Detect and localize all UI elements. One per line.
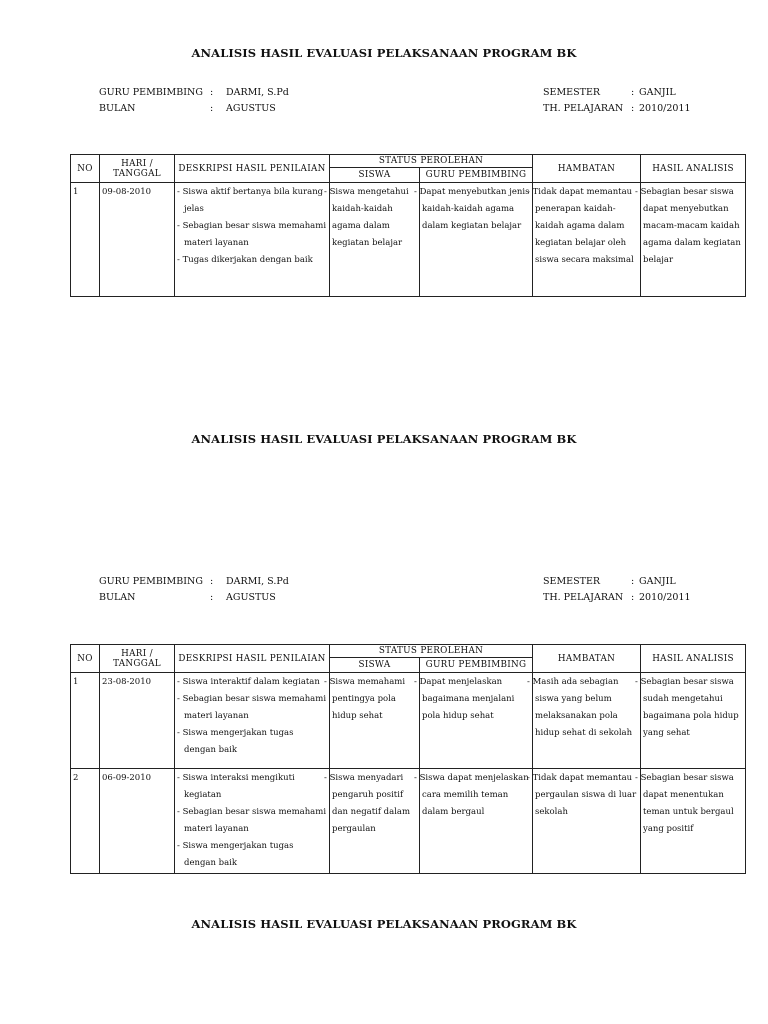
col-hambatan: HAMBATAN bbox=[533, 155, 641, 183]
col-hambatan: HAMBATAN bbox=[533, 645, 641, 673]
col-hari: HARI / TANGGAL bbox=[100, 645, 175, 673]
table-row bbox=[71, 769, 746, 874]
col-hasil: HASIL ANALISIS bbox=[641, 155, 746, 183]
guru-label: GURU PEMBIMBING bbox=[99, 87, 203, 98]
list-item: - Siswa mengerjakan tugas dengan baik bbox=[177, 728, 294, 755]
row-guru: - Siswa dapat menjelaskan cara memilih teman dalam bergaul bbox=[420, 769, 533, 874]
separator: : bbox=[631, 103, 635, 114]
col-hasil: HASIL ANALISIS bbox=[641, 645, 746, 673]
bulan-label: BULAN bbox=[99, 103, 136, 114]
guru-label: GURU PEMBIMBING bbox=[99, 576, 203, 587]
row-date: 23-08-2010 bbox=[100, 673, 175, 769]
tp-value: 2010/2011 bbox=[639, 103, 691, 114]
list-item: - Siswa mengerjakan tugas dengan baik bbox=[177, 841, 294, 868]
bulan-label: BULAN bbox=[99, 592, 136, 603]
col-hari: HARI / TANGGAL bbox=[100, 155, 175, 183]
table-row bbox=[71, 183, 746, 297]
separator: : bbox=[210, 592, 214, 603]
col-status: STATUS PEROLEHAN bbox=[330, 645, 533, 658]
list-item: - Siswa interaktif dalam kegiatan bbox=[177, 677, 320, 687]
bulan-value: AGUSTUS bbox=[226, 592, 276, 603]
row-date: 06-09-2010 bbox=[100, 769, 175, 874]
row-no: 2 bbox=[71, 769, 100, 874]
col-siswa: SISWA bbox=[330, 168, 420, 183]
col-siswa: SISWA bbox=[330, 658, 420, 673]
row-hasil: - Sebagian besar siswa dapat menyebutkan macam-macam kaidah agama dalam kegiatan belajar bbox=[641, 183, 746, 297]
col-status: STATUS PEROLEHAN bbox=[330, 155, 533, 168]
separator: : bbox=[631, 576, 635, 587]
row-no: 1 bbox=[71, 673, 100, 769]
separator: : bbox=[631, 87, 635, 98]
guru-value: DARMI, S.Pd bbox=[226, 87, 289, 98]
evaluation-table bbox=[70, 644, 746, 874]
row-guru: - Dapat menjelaskan bagaimana menjalani pola hidup sehat bbox=[420, 673, 533, 769]
row-date: 09-08-2010 bbox=[100, 183, 175, 297]
list-item: - Sebagian besar siswa memahami materi layanan bbox=[177, 694, 327, 721]
row-hasil: - Sebagian besar siswa dapat menentukan teman untuk bergaul yang positif bbox=[641, 769, 746, 874]
row-no: 1 bbox=[71, 183, 100, 297]
table-row bbox=[71, 673, 746, 769]
row-siswa: - Siswa memahami pentingya pola hidup sehat bbox=[330, 673, 420, 769]
row-deskripsi bbox=[175, 673, 330, 769]
semester-label: SEMESTER bbox=[543, 87, 601, 98]
tp-value: 2010/2011 bbox=[639, 592, 691, 603]
col-no: NO bbox=[71, 645, 100, 673]
list-item: - Sebagian besar siswa memahami materi layanan bbox=[177, 221, 327, 248]
col-guru: GURU PEMBIMBING bbox=[420, 168, 533, 183]
guru-value: DARMI, S.Pd bbox=[226, 576, 289, 587]
col-deskripsi: DESKRIPSI HASIL PENILAIAN bbox=[175, 155, 330, 183]
row-hambatan: - Tidak dapat memantau penerapan kaidah-kaidah agama dalam kegiatan belajar oleh siswa secara maksimal bbox=[533, 183, 641, 297]
separator: : bbox=[210, 103, 214, 114]
row-hambatan: - Masih ada sebagian siswa yang belum melaksanakan pola hidup sehat di sekolah bbox=[533, 673, 641, 769]
list-item: - Tugas dikerjakan dengan baik bbox=[177, 255, 313, 265]
separator: : bbox=[210, 576, 214, 587]
page-title: ANALISIS HASIL EVALUASI PELAKSANAAN PROGRAM BK bbox=[191, 46, 577, 60]
semester-value: GANJIL bbox=[639, 576, 676, 587]
page-title: ANALISIS HASIL EVALUASI PELAKSANAAN PROGRAM BK bbox=[191, 917, 577, 931]
separator: : bbox=[210, 87, 214, 98]
separator: : bbox=[631, 592, 635, 603]
tp-label: TH. PELAJARAN bbox=[543, 592, 624, 603]
semester-label: SEMESTER bbox=[543, 576, 601, 587]
list-item: - Sebagian besar siswa memahami materi layanan bbox=[177, 807, 327, 834]
page-title: ANALISIS HASIL EVALUASI PELAKSANAAN PROGRAM BK bbox=[191, 432, 577, 446]
row-guru: - Dapat menyebutkan jenis kaidah-kaidah agama dalam kegiatan belajar bbox=[420, 183, 533, 297]
bulan-value: AGUSTUS bbox=[226, 103, 276, 114]
col-no: NO bbox=[71, 155, 100, 183]
semester-value: GANJIL bbox=[639, 87, 676, 98]
row-siswa: - Siswa mengetahui kaidah-kaidah agama dalam kegiatan belajar bbox=[330, 183, 420, 297]
list-item: - Siswa aktif bertanya bila kurang jelas bbox=[177, 187, 324, 214]
col-deskripsi: DESKRIPSI HASIL PENILAIAN bbox=[175, 645, 330, 673]
row-hambatan: - Tidak dapat memantau pergaulan siswa di luar sekolah bbox=[533, 769, 641, 874]
evaluation-table bbox=[70, 154, 746, 297]
col-guru: GURU PEMBIMBING bbox=[420, 658, 533, 673]
row-siswa: - Siswa menyadari pengaruh positif dan negatif dalam pergaulan bbox=[330, 769, 420, 874]
row-deskripsi bbox=[175, 183, 330, 297]
list-item: - Siswa interaksi mengikuti kegiatan bbox=[177, 773, 295, 800]
row-hasil: - Sebagian besar siswa sudah mengetahui bagaimana pola hidup yang sehat bbox=[641, 673, 746, 769]
tp-label: TH. PELAJARAN bbox=[543, 103, 624, 114]
row-deskripsi bbox=[175, 769, 330, 874]
